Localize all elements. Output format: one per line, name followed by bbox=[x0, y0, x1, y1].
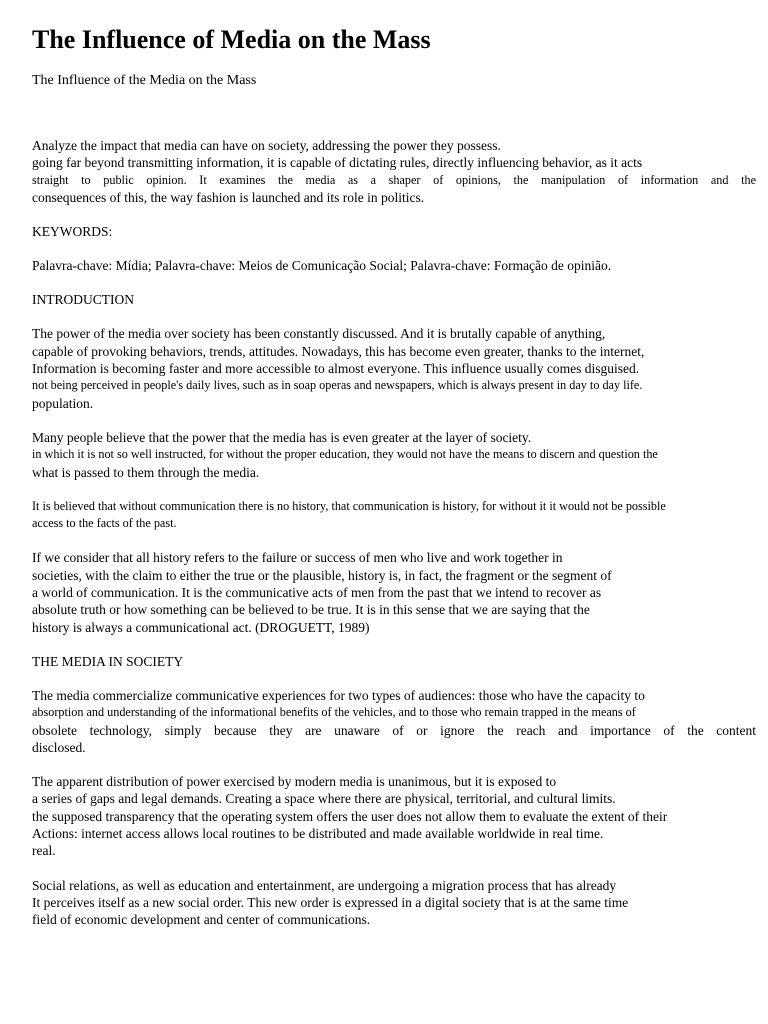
media-in-society-heading: THE MEDIA IN SOCIETY bbox=[32, 653, 184, 669]
media-paragraph-2 bbox=[32, 773, 756, 859]
text-line: absorption and understanding of the informational benefits of the vehicles, and to those who remain trapped in the means of bbox=[32, 705, 636, 720]
text-line: It is believed that without communication there is no history, that communication is history, for without it it would not be possible bbox=[32, 498, 666, 513]
media-paragraph-1 bbox=[32, 687, 756, 756]
media-paragraph-3 bbox=[32, 877, 756, 929]
intro-paragraph-3 bbox=[32, 498, 756, 533]
text-line: Palavra-chave: Mídia; Palavra-chave: Meios de Comunicação Social; Palavra-chave: Formação de opinião. bbox=[32, 258, 612, 274]
text-line: The power of the media over society has been constantly discussed. And it is brutally capable of anything, bbox=[32, 326, 606, 342]
abstract-paragraph bbox=[32, 137, 756, 206]
document-page bbox=[32, 24, 756, 929]
text-line: history is always a communicational act. (DROGUETT, 1989) bbox=[32, 619, 370, 635]
text-line: real. bbox=[32, 843, 56, 859]
text-line: The apparent distribution of power exercised by modern media is unanimous, but it is exposed to bbox=[32, 774, 557, 790]
text-line: Many people believe that the power that the media has is even greater at the layer of society. bbox=[32, 429, 532, 445]
text-line: Social relations, as well as education and entertainment, are undergoing a migration process that has already bbox=[32, 877, 617, 893]
text-line: field of economic development and center of communications. bbox=[32, 912, 371, 928]
text-line: going far beyond transmitting information, it is capable of dictating rules, directly influencing behavior, as it acts bbox=[32, 155, 643, 171]
text-line: disclosed. bbox=[32, 739, 86, 755]
intro-paragraph-1 bbox=[32, 325, 756, 411]
text-line: straight to public opinion. It examines the media as a shaper of opinions, the manipulation of information and the bbox=[32, 172, 756, 187]
text-line: If we consider that all history refers to the failure or success of men who live and work together in bbox=[32, 550, 563, 566]
text-line: in which it is not so well instructed, for without the proper education, they would not have the means to discern and question the bbox=[32, 447, 658, 462]
text-line: not being perceived in people's daily lives, such as in soap operas and newspapers, which is always present in day to day life. bbox=[32, 378, 643, 393]
text-line: access to the facts of the past. bbox=[32, 516, 177, 531]
text-line: capable of provoking behaviors, trends, attitudes. Nowadays, this has become even greater, thanks to the internet, bbox=[32, 343, 645, 359]
introduction-heading: INTRODUCTION bbox=[32, 292, 134, 308]
text-line: Information is becoming faster and more accessible to almost everyone. This influence usually comes disguised. bbox=[32, 361, 640, 377]
text-line: the supposed transparency that the operating system offers the user does not allow them to evaluate the extent of their bbox=[32, 808, 668, 824]
text-line: The media commercialize communicative experiences for two types of audiences: those who have the capacity to bbox=[32, 687, 645, 703]
keywords-line bbox=[32, 257, 756, 274]
document-subtitle: The Influence of the Media on the Mass bbox=[32, 73, 257, 88]
text-line: Actions: internet access allows local routines to be distributed and made available worldwide in real time. bbox=[32, 826, 604, 842]
text-line: a world of communication. It is the communicative acts of men from the past that we intend to recover as bbox=[32, 585, 602, 601]
intro-paragraph-4 bbox=[32, 549, 756, 635]
text-line: Analyze the impact that media can have on society, addressing the power they possess. bbox=[32, 138, 501, 153]
intro-paragraph-2 bbox=[32, 429, 756, 481]
text-line: what is passed to them through the media. bbox=[32, 464, 260, 480]
text-line: societies, with the claim to either the true or the plausible, history is, in fact, the fragment or the segment of bbox=[32, 567, 612, 583]
text-line: It perceives itself as a new social order. This new order is expressed in a digital society that is at the same time bbox=[32, 894, 629, 910]
text-line: population. bbox=[32, 395, 94, 411]
text-line: a series of gaps and legal demands. Creating a space where there are physical, territorial, and cultural limits. bbox=[32, 791, 616, 807]
keywords-heading: KEYWORDS: bbox=[32, 224, 113, 240]
text-line: absolute truth or how something can be believed to be true. It is in this sense that we are saying that the bbox=[32, 602, 590, 618]
text-line: consequences of this, the way fashion is launched and its role in politics. bbox=[32, 189, 425, 205]
document-title: The Influence of Media on the Mass bbox=[32, 25, 431, 54]
text-line: obsolete technology, simply because they are unaware of or ignore the reach and importance of the content bbox=[32, 722, 756, 738]
